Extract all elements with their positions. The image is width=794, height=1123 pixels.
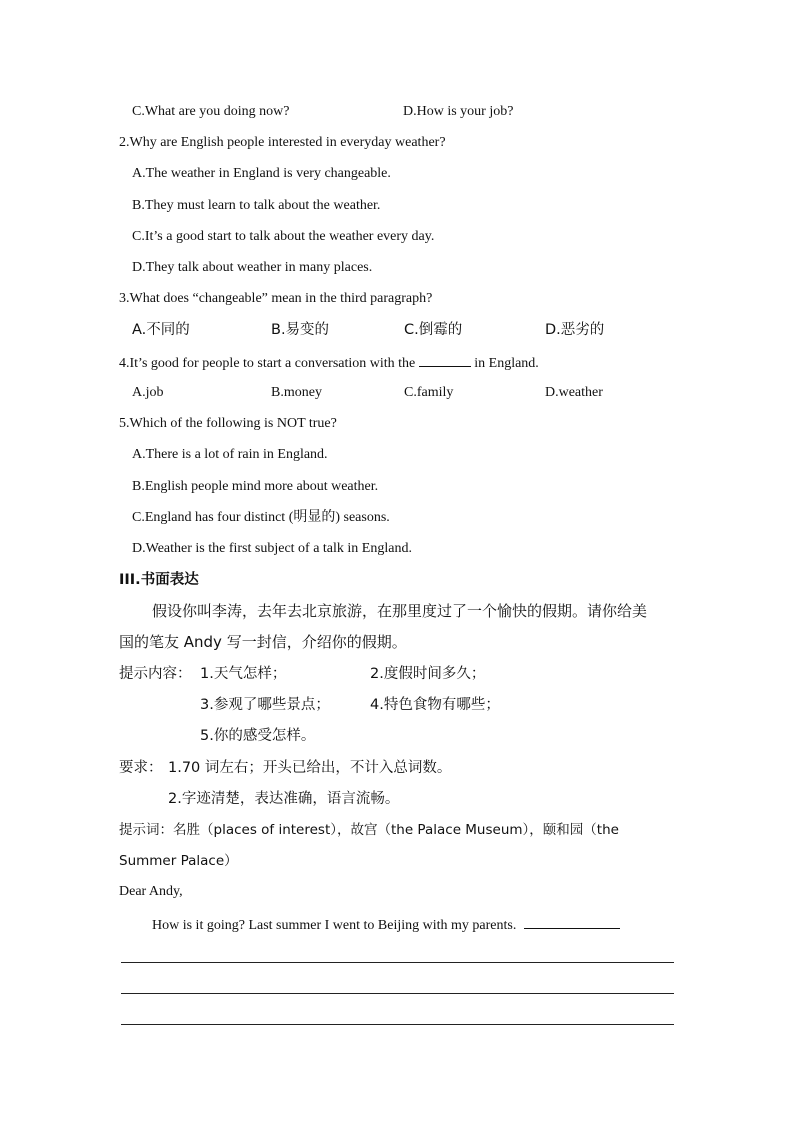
q2-stem: 2.Why are English people interested in everyday weather? — [119, 135, 446, 150]
q4-option-d: D.weather — [545, 385, 603, 400]
q5-option-d: D.Weather is the first subject of a talk in England. — [132, 541, 412, 556]
q3-option-c: C.倒霉的 — [404, 322, 463, 338]
letter-greeting: Dear Andy, — [119, 884, 183, 899]
q4-option-a: A.job — [132, 385, 164, 400]
letter-opening — [152, 914, 620, 936]
q3-option-a: A.不同的 — [132, 322, 190, 338]
hint-1: 1.天气怎样； — [200, 666, 287, 682]
requirement-2: 2.字迹清楚，表达准确，语言流畅。 — [168, 791, 400, 807]
q4-stem-before: 4.It’s good for people to start a conversation with the — [119, 356, 416, 371]
q4-option-b: B.money — [271, 385, 322, 400]
q3-option-b: B.易变的 — [271, 322, 330, 338]
hint-4: 4.特色食物有哪些； — [370, 697, 500, 713]
writing-line[interactable] — [121, 962, 674, 963]
q5-option-a: A.There is a lot of rain in England. — [132, 447, 328, 462]
prompt-line-1: 假设你叫李涛，去年去北京旅游，在那里度过了一个愉快的假期。请你给美 — [152, 602, 648, 620]
hints-label: 提示内容： — [119, 666, 192, 682]
key-words-line-1: 提示词：名胜（places of interest），故宫（the Palace Museum），颐和园（the — [119, 822, 619, 838]
letter-writing-blank[interactable] — [524, 914, 620, 929]
section-heading: III.书面表达 — [119, 572, 199, 588]
requirement-1: 1.70 词左右；开头已给出，不计入总词数。 — [168, 760, 452, 776]
q4-stem-after: in England. — [474, 356, 539, 371]
writing-line[interactable] — [121, 1024, 674, 1025]
q5-stem: 5.Which of the following is NOT true? — [119, 416, 337, 431]
prompt-line-2: 国的笔友 Andy 写一封信，介绍你的假期。 — [119, 633, 407, 651]
q4-option-c: C.family — [404, 385, 454, 400]
q5-option-c: C.England has four distinct (明显的) seasons. — [132, 510, 390, 525]
writing-line[interactable] — [121, 993, 674, 994]
key-words-line-2: Summer Palace） — [119, 853, 238, 869]
q3-stem: 3.What does “changeable” mean in the third paragraph? — [119, 291, 433, 306]
letter-opening-text: How is it going? Last summer I went to Beijing with my parents. — [152, 918, 517, 933]
q1-option-c: C.What are you doing now? — [132, 104, 290, 119]
q2-option-a: A.The weather in England is very changeable. — [132, 166, 391, 181]
q1-option-d: D.How is your job? — [403, 104, 514, 119]
q2-option-b: B.They must learn to talk about the weather. — [132, 198, 381, 213]
hint-2: 2.度假时间多久； — [370, 666, 486, 682]
q2-option-c: C.It’s a good start to talk about the weather every day. — [132, 229, 435, 244]
q4-answer-blank[interactable] — [419, 352, 471, 367]
q5-option-b: B.English people mind more about weather. — [132, 479, 379, 494]
hint-5: 5.你的感受怎样。 — [200, 728, 316, 744]
q3-option-d: D.恶劣的 — [545, 322, 605, 338]
requirements-label: 要求： — [119, 760, 163, 776]
hint-3: 3.参观了哪些景点； — [200, 697, 330, 713]
q4-stem — [119, 352, 539, 374]
q2-option-d: D.They talk about weather in many places. — [132, 260, 373, 275]
